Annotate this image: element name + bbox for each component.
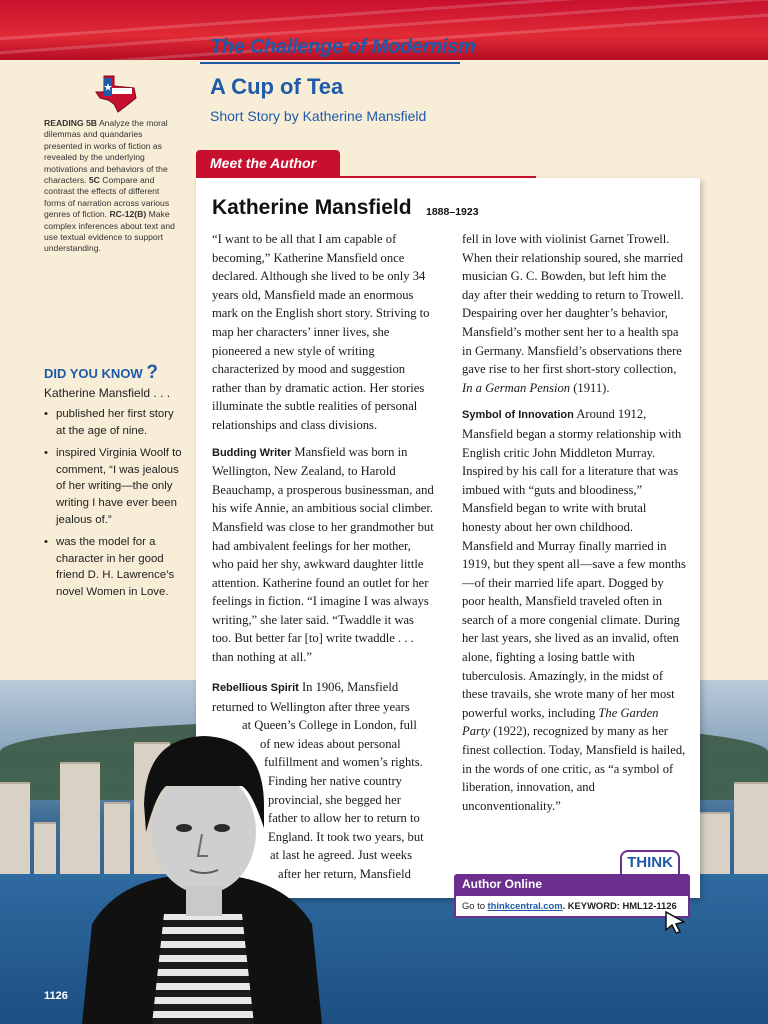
- author-online-label: Author Online: [454, 874, 690, 894]
- section-heading: Symbol of Innovation: [462, 409, 574, 422]
- thinkcentral-link[interactable]: thinkcentral.com: [487, 900, 563, 911]
- think-central-badge[interactable]: THINK: [620, 850, 680, 890]
- did-you-know-intro: Katherine Mansfield . . .: [44, 386, 171, 400]
- did-you-know-list: [44, 406, 184, 607]
- selection-title: A Cup of Tea: [210, 74, 344, 99]
- meet-the-author-tab: Meet the Author: [196, 150, 340, 178]
- rebellious-spirit-paragraph: Rebellious Spirit In 1906, Mansfield returned to Wellington after three years at Queen’s College in London, full of new ideas about personal fulfillment and women’s rights. Finding her native country provincial, she begged her father to allow her to return to England. It took two years, but at last he agreed. Just weeks after her return, Mansfield: [212, 680, 424, 881]
- author-online-box: [454, 874, 690, 918]
- german-pension-paragraph: fell in love with violinist Garnet Trowell. When their relationship soured, she married musician G. C. Bowden, but left him the day after their wedding to return to Trowell. Despairing over her daughter’s behavior, Mansfield’s mother sent her to a health spa in Germany. Mansfield’s observations there gave rise to her first short-story collection, In a German Pension (1911).: [462, 232, 684, 395]
- author-portrait-image: [82, 724, 322, 1024]
- cursor-arrow-icon: [664, 910, 688, 934]
- section-heading: Rebellious Spirit: [212, 682, 299, 694]
- reading-standards: READING 5B Analyze the moral dilemmas and quandaries presented in works of fiction as revealed by the underlying motivations and behaviors of the characters. 5C Compare and contrast the effects of different forms of narration across various genres of fiction. RC-12(B) Make complex inferences about text and use textual evidence to support understanding.: [44, 118, 175, 254]
- author-dates: 1888–1923: [426, 206, 479, 218]
- list-item: • published her first story at the age of nine.: [44, 406, 184, 439]
- biography-column-2: [462, 230, 686, 823]
- list-item: • was the model for a character in her good friend D. H. Lawrence’s novel Women in Love.: [44, 534, 184, 600]
- selection-subtitle: Short Story by Katherine Mansfield: [210, 108, 427, 124]
- author-online-link-row: Go to thinkcentral.com. KEYWORD: HML12-1126: [454, 894, 690, 918]
- list-item: • inspired Virginia Woolf to comment, “I was jealous of her writing—the only writing I have ever been jealous of.”: [44, 445, 184, 528]
- author-name: Katherine Mansfield: [212, 196, 412, 219]
- symbol-of-innovation-paragraph: Symbol of Innovation Around 1912, Mansfield began a stormy relationship with English critic John Middleton Murray. Inspired by his call for a literature that was imbued with “guts and bloodiness,” Mansfield began to write with brutal honesty about her own childhood. Mansfield and Murray finally married in 1919, but they spent all—save a few months—of their married life apart. Dogged by poor health, Mansfield traveled often in search of a more congenial climate. During her last years, she lived as an invalid, often alone, fighting a losing battle with tuberculosis. Amazingly, in the midst of these travails, she wrote many of her most powerful works, including The Garden Party (1922), recognized by many as her finest collection. Today, Mansfield is hailed, in the words of one critic, as “a symbol of liberation, innovation, and unconventionality.”: [462, 407, 686, 813]
- biography-column-1: [212, 230, 434, 675]
- did-you-know-heading: DID YOU KNOW ?: [44, 362, 158, 383]
- budding-writer-paragraph: Budding Writer Mansfield was born in Wellington, New Zealand, to Harold Beauchamp, a prosperous businessman, and his wife Annie, an ambitious social climber. Mansfield was close to her grandmother but had ambivalent feelings for her mother, who paid her shy, awkward daughter little attention. Katherine found an outlet for her feelings in fiction. “I imagine I was always writing,” she later said. “Twaddle it was too. But better far [to] write twaddle . . . than nothing at all.”: [212, 444, 434, 665]
- series-rule: [200, 62, 460, 64]
- texas-state-icon: [94, 74, 138, 114]
- intro-paragraph: “I want to be all that I am capable of becoming,” Katherine Mansfield once declared. Although she lived to be only 34 years old, Mansfield made an enormous mark on the English short story. Striving to map her characters’ inner lives, she pioneered a new style of writing characterized by mood and suggestion rather than by dramatic action. Her stories illuminate the subtle realities of personal relationships and class divisions.: [212, 232, 430, 432]
- page-number: 1126: [44, 990, 68, 1002]
- section-heading: Budding Writer: [212, 446, 292, 459]
- series-title: The Challenge of Modernism: [210, 36, 476, 58]
